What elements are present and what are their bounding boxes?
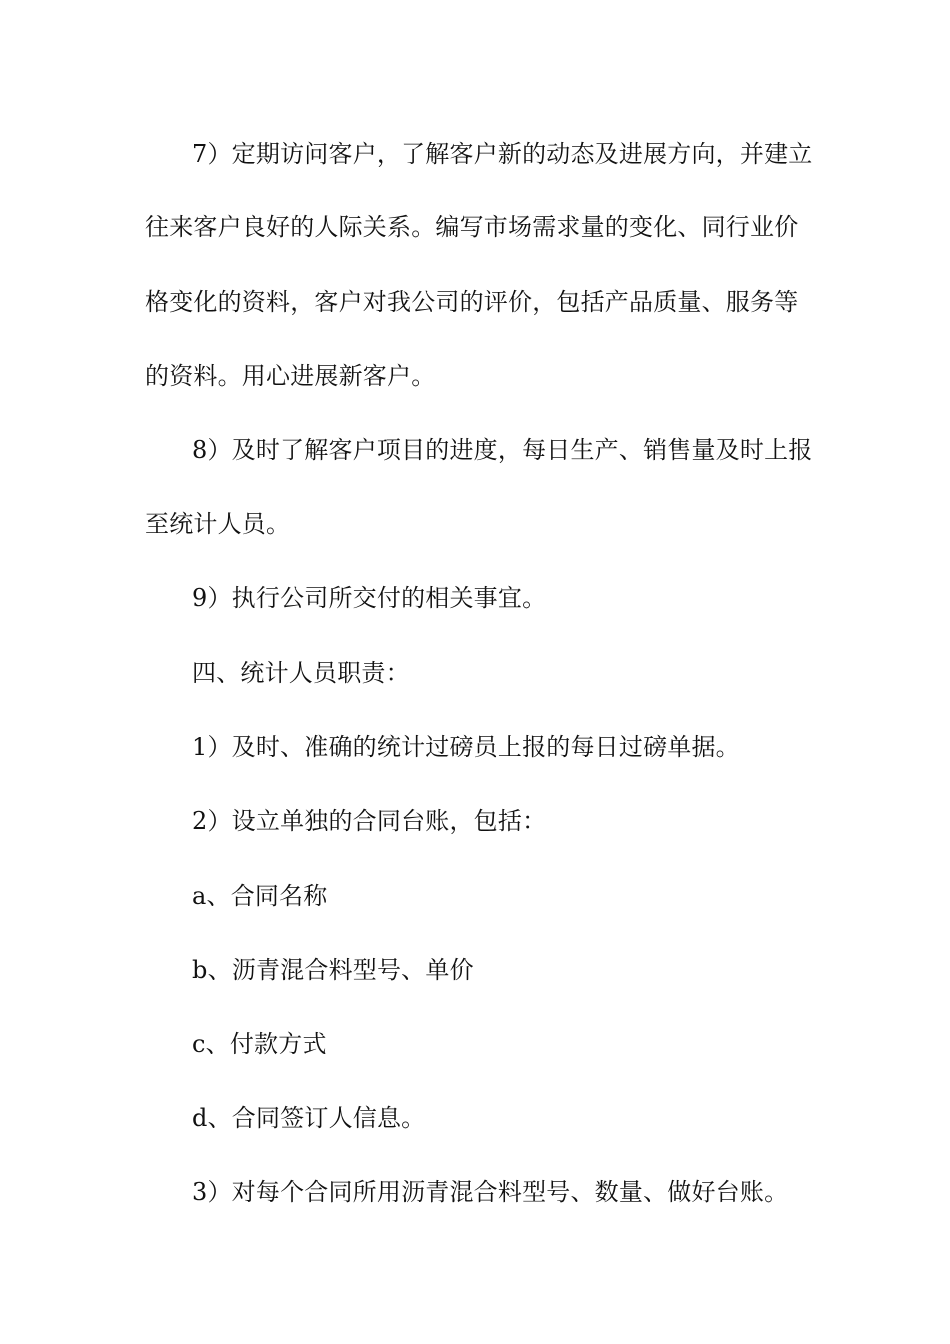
contract-field-b: b、沥青混合料型号、单价 — [192, 956, 474, 984]
contract-field-a: a、合同名称 — [192, 882, 328, 910]
statistics-item-1: 1）及时、准确的统计过磅员上报的每日过磅单据。 — [192, 733, 740, 761]
paragraph-8-line-2: 至统计人员。 — [145, 510, 291, 538]
paragraph-9: 9）执行公司所交付的相关事宜。 — [192, 584, 547, 612]
contract-field-c: c、付款方式 — [192, 1030, 327, 1058]
paragraph-7-line-1: 7）定期访问客户，了解客户新的动态及进展方向，并建立 — [192, 140, 813, 168]
paragraph-7-line-4: 的资料。用心进展新客户。 — [145, 362, 436, 390]
paragraph-7-line-2: 往来客户良好的人际关系。编写市场需求量的变化、同行业价 — [145, 213, 799, 241]
paragraph-8-line-1: 8）及时了解客户项目的进度，每日生产、销售量及时上报 — [192, 436, 813, 464]
section-heading: 四、统计人员职责： — [192, 659, 410, 687]
statistics-item-2: 2）设立单独的合同台账，包括： — [192, 807, 547, 835]
contract-field-d: d、合同签订人信息。 — [192, 1104, 426, 1132]
statistics-item-3: 3）对每个合同所用沥青混合料型号、数量、做好台账。 — [192, 1178, 789, 1206]
paragraph-7-line-3: 格变化的资料，客户对我公司的评价，包括产品质量、服务等 — [145, 288, 799, 316]
